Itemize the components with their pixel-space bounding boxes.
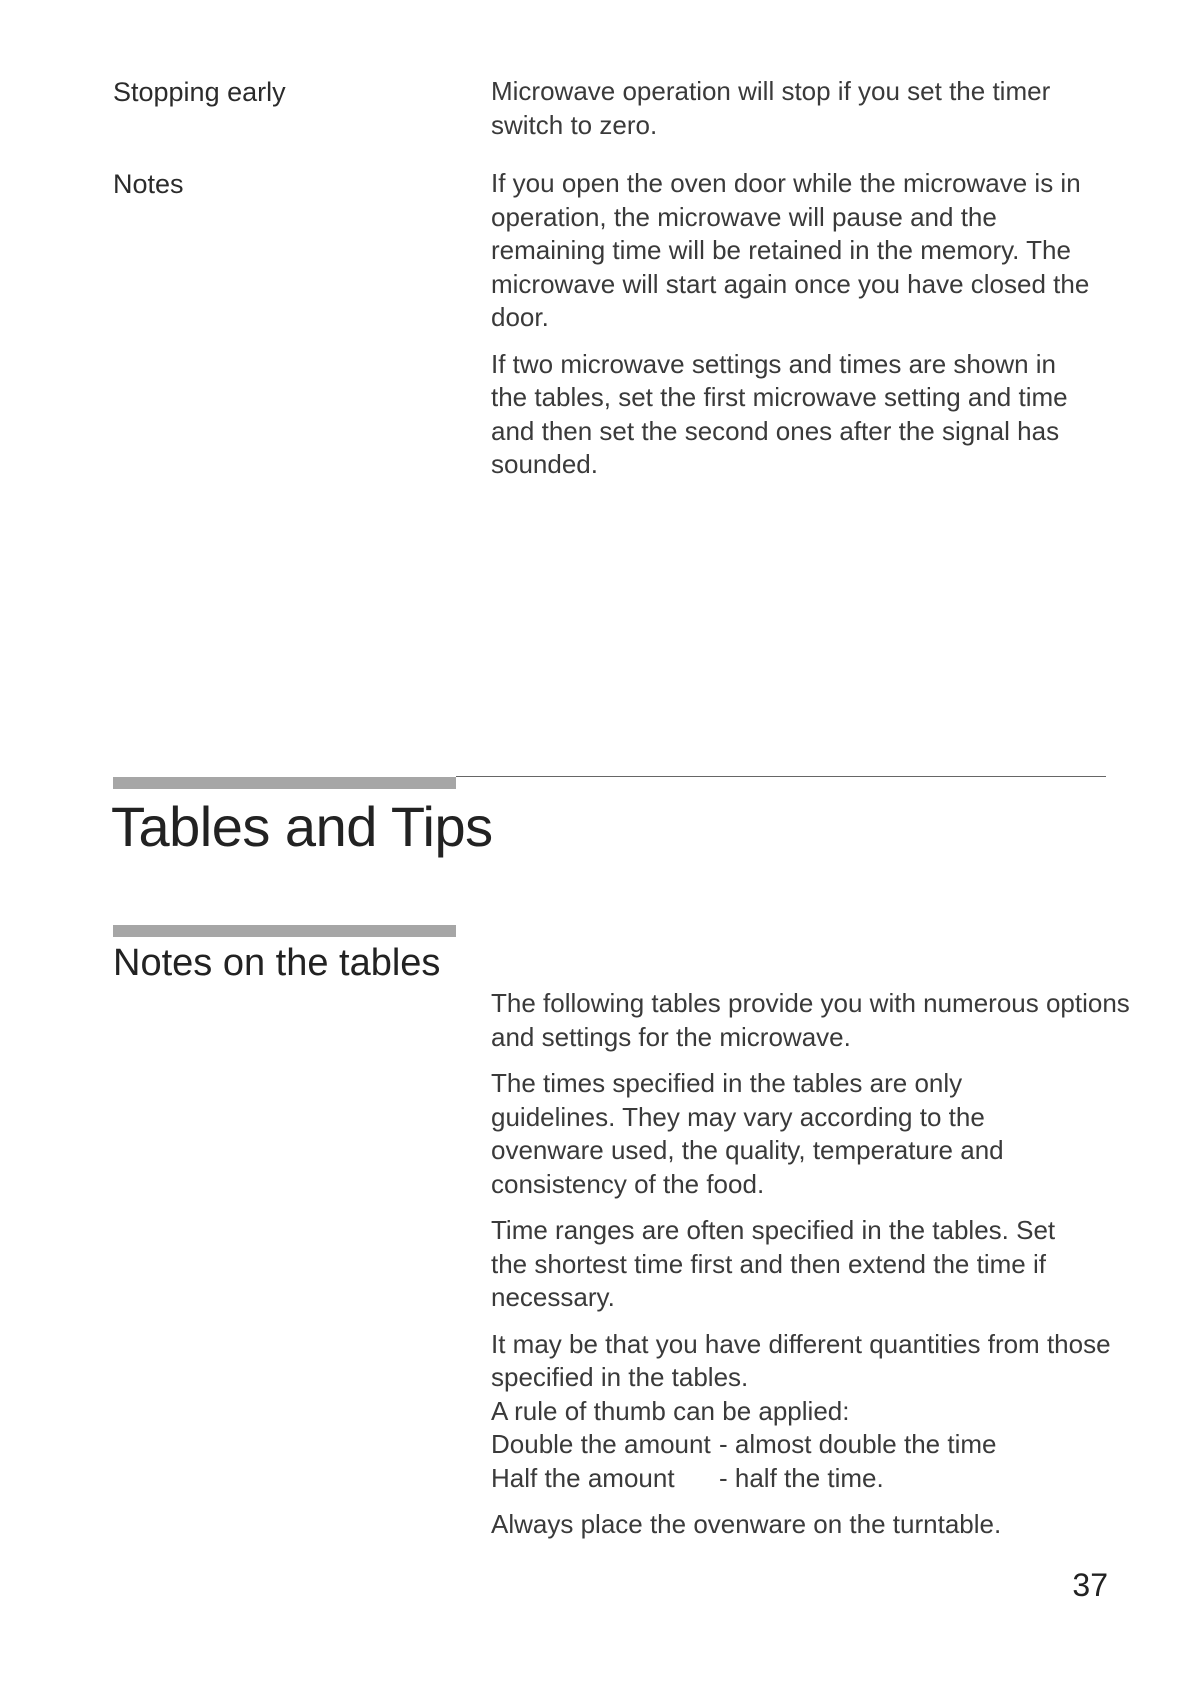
quantities-intro: It may be that you have different quantities from those specified in the tables. [491,1328,1111,1392]
tables-paragraph-4 [491,1328,1151,1496]
rule-list [491,1428,1151,1495]
section-label-stopping-early: Stopping early [113,77,286,107]
tables-paragraph-2: The times specified in the tables are only guidelines. They may vary according to the ovenware used, the quality, temperature and consistency of the food. [491,1068,1004,1199]
chapter-accent-bar [113,777,456,789]
notes-text [491,167,1091,495]
tables-paragraph-1: The following tables provide you with numerous options and settings for the microwave. [491,988,1130,1052]
section-label-notes: Notes [113,169,184,199]
notes-on-tables-text [491,987,1151,1555]
rule-time: - almost double the time [719,1429,997,1459]
stopping-early-paragraph: Microwave operation will stop if you set the timer switch to zero. [491,76,1051,140]
tables-paragraph-3: Time ranges are often specified in the tables. Set the shortest time first and then extend the time if necessary. [491,1215,1056,1312]
rule-intro: A rule of thumb can be applied: [491,1395,850,1426]
rule-amount: Half the amount [491,1462,675,1493]
page-number: 37 [1072,1567,1108,1603]
rule-time: - half the time. [719,1462,884,1493]
tables-closing-paragraph: Always place the ovenware on the turntable. [491,1509,1002,1539]
rule-line [491,1462,1151,1496]
notes-paragraph-2: If two microwave settings and times are shown in the tables, set the first microwave setting and time and then set the second ones after the signal has sounded. [491,348,1068,479]
section-heading: Notes on the tables [113,942,441,984]
rule-line [491,1428,1151,1462]
stopping-early-text [491,75,1091,142]
rule-amount: Double the amount [491,1429,711,1459]
chapter-title: Tables and Tips [111,795,493,858]
chapter-rule [456,776,1106,777]
section-accent-bar [113,925,456,937]
notes-paragraph-1: If you open the oven door while the microwave is in operation, the microwave will pause and the remaining time will be retained in the memory. The microwave will start again once you have closed the door. [491,168,1090,332]
